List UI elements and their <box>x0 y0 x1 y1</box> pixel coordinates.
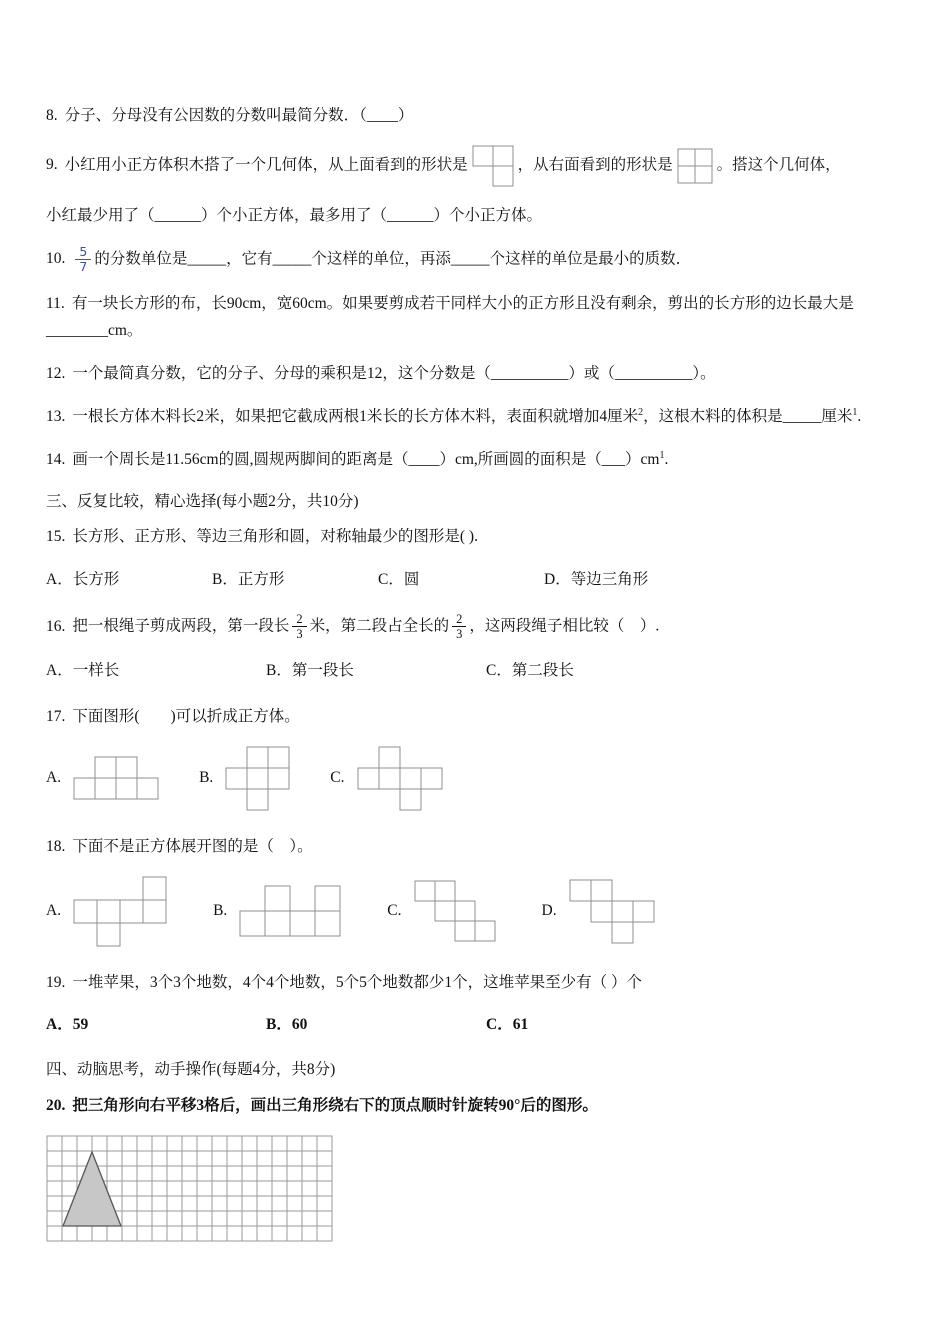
question-18 <box>46 833 912 861</box>
question-19-text: 一堆苹果，3个3个地数，4个4个地数，5个5个地数都少1个，这堆苹果至少有（ ）个 <box>72 973 643 991</box>
question-19 <box>46 969 912 997</box>
fraction-numerator: 5 <box>75 245 91 260</box>
question-12-number: 12. <box>46 365 66 383</box>
question-20-grid <box>46 1135 912 1247</box>
label-c: C. <box>330 769 345 787</box>
option-b: B．第一段长 <box>266 661 354 679</box>
question-9-number: 9. <box>46 156 58 174</box>
question-19-options <box>46 1011 912 1039</box>
question-10-text: 的分数单位是_____，它有_____个这样的单位，再添_____个这样的单位是最小的质数． <box>94 250 692 268</box>
option-a: A．长方形 <box>46 571 120 589</box>
label-d: D. <box>541 902 557 920</box>
question-16-text-3: ，这两段绳子相比较（ ）. <box>469 617 660 635</box>
superscript-1: 1 <box>659 449 665 461</box>
question-11 <box>46 290 912 346</box>
fraction-2-3 <box>292 612 306 642</box>
label-b: B. <box>213 902 228 920</box>
option-c: C．圆 <box>378 571 420 589</box>
question-13-text-3: . <box>857 408 862 426</box>
question-15 <box>46 523 912 551</box>
question-9-text-2: ，从右面看到的形状是 <box>517 156 673 174</box>
question-17 <box>46 703 912 731</box>
question-9-text-1: 小红用小正方体积木搭了一个几何体，从上面看到的形状是 <box>64 156 468 174</box>
top-view-shape <box>472 145 514 187</box>
cube-net-c <box>414 880 496 942</box>
fraction-5-7 <box>75 245 91 275</box>
question-17-shapes <box>46 746 912 811</box>
fraction-numerator: 2 <box>452 612 466 627</box>
fraction-2-3 <box>452 612 466 642</box>
cube-net-b <box>225 746 290 811</box>
section-3-heading: 三、反复比较，精心选择(每小题2分，共10分) <box>46 492 359 510</box>
option-a: A．一样长 <box>46 661 120 679</box>
question-13-text-2: ，这根木料的体积是_____厘米 <box>643 408 853 426</box>
question-11-number: 11. <box>46 294 65 312</box>
question-16-text-2: 米，第二段占全长的 <box>309 617 450 635</box>
label-c: C. <box>387 902 402 920</box>
option-c: C．第二段长 <box>486 661 574 679</box>
fraction-denominator: 7 <box>79 259 88 275</box>
question-15-text: 长方形、正方形、等边三角形和圆，对称轴最少的图形是( ). <box>72 528 478 546</box>
question-16-options <box>46 657 912 685</box>
question-18-shapes <box>46 876 912 947</box>
option-b: B．60 <box>266 1016 308 1034</box>
question-10-number: 10. <box>46 250 66 268</box>
fraction-numerator: 2 <box>292 612 306 627</box>
question-18-text: 下面不是正方体展开图的是（ ）。 <box>72 837 313 855</box>
label-b: B. <box>199 769 214 787</box>
question-13-number: 13. <box>46 408 66 426</box>
superscript-1: 1 <box>852 407 858 419</box>
question-13 <box>46 403 912 431</box>
question-8 <box>46 102 912 130</box>
section-4-heading: 四、动脑思考，动手操作(每题4分，共8分) <box>46 1061 336 1079</box>
label-a: A. <box>46 769 62 787</box>
fraction-denominator: 3 <box>296 627 303 642</box>
question-19-number: 19. <box>46 973 66 991</box>
question-14-text-1: 画一个周长是11.56cm的圆,圆规两脚间的距离是（____）cm,所画圆的面积是（___）cm <box>72 451 660 469</box>
question-13-text-1: 一根长方体木料长2米，如果把它截成两根1米长的长方体木料，表面积就增加4厘米 <box>72 408 639 426</box>
question-14-number: 14. <box>46 451 66 469</box>
option-c: C．61 <box>486 1016 529 1034</box>
option-a: A．59 <box>46 1016 89 1034</box>
question-16 <box>46 612 912 642</box>
question-15-options <box>46 566 912 594</box>
question-9-line-2 <box>46 202 912 230</box>
question-9-text-3: 。搭这个几何体， <box>716 156 841 174</box>
cube-net-d <box>569 879 655 944</box>
label-a: A. <box>46 902 62 920</box>
question-20-text: 把三角形向右平移3格后，画出三角形绕右下的顶点顺时针旋转90°后的图形。 <box>72 1096 598 1114</box>
question-14-text-2: . <box>664 451 669 469</box>
question-8-number: 8. <box>46 107 58 124</box>
cube-net-a <box>73 756 159 800</box>
question-18-number: 18. <box>46 837 66 855</box>
cube-net-a <box>73 876 167 947</box>
question-17-number: 17. <box>46 707 66 725</box>
right-view-shape <box>677 148 713 184</box>
question-20 <box>46 1092 912 1120</box>
question-17-text: 下面图形( )可以折成正方体。 <box>72 707 300 725</box>
question-16-number: 16. <box>46 617 66 635</box>
question-10 <box>46 245 912 275</box>
cube-net-b <box>239 885 341 937</box>
question-14 <box>46 446 912 474</box>
cube-net-c <box>357 746 443 811</box>
question-11-text: 有一块长方形的布，长90cm，宽60cm。如果要剪成若干同样大小的正方形且没有剩余，剪出的长方形的边长最大是________cm。 <box>46 294 854 340</box>
question-9-text-4: 小红最少用了（______）个小正方体，最多用了（______）个小正方体。 <box>46 206 543 224</box>
option-d: D．等边三角形 <box>544 571 649 589</box>
question-12 <box>46 360 912 388</box>
question-12-text: 一个最简真分数，它的分子、分母的乘积是12，这个分数是（__________）或（__________）。 <box>72 365 716 383</box>
fraction-denominator: 3 <box>456 627 463 642</box>
question-20-number: 20. <box>46 1096 66 1114</box>
question-15-number: 15. <box>46 528 66 546</box>
superscript-2: 2 <box>638 407 644 419</box>
option-b: B．正方形 <box>212 571 285 589</box>
question-9 <box>46 145 912 187</box>
question-8-text: 分子、分母没有公因数的分数叫最简分数．（____） <box>64 107 414 124</box>
question-16-text-1: 把一根绳子剪成两段，第一段长 <box>72 617 290 635</box>
